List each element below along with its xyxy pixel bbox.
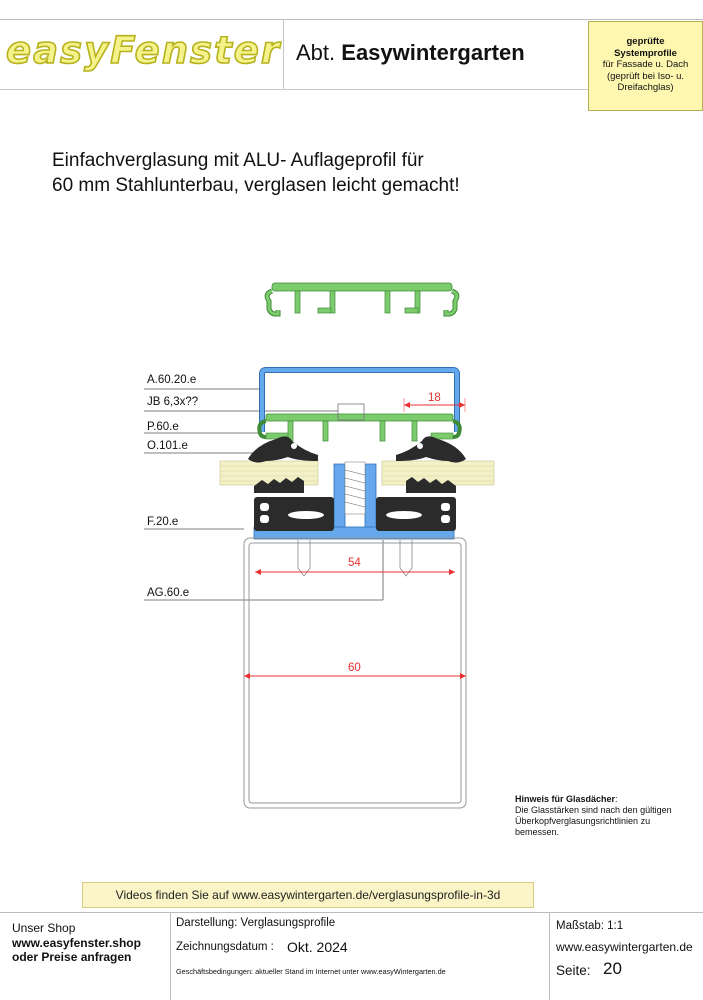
upper-gaskets	[248, 436, 466, 462]
label-o101: O.101.e	[147, 440, 188, 452]
price-request-text: oder Preise anfragen	[12, 950, 132, 964]
headline-line-1: Einfachverglasung mit ALU- Auflageprofil für	[52, 150, 424, 171]
badge-line-4: (geprüft bei Iso- u.	[606, 70, 685, 82]
shop-url-link[interactable]: www.easyfenster.shop	[12, 936, 141, 950]
hint-body: Die Glasstärken sind nach den gültigen Überkopfverglasungsrichtlinien zu bemessen.	[515, 805, 672, 837]
department-prefix: Abt.	[296, 40, 336, 65]
dimension-18: 18	[428, 392, 441, 404]
label-ag60: AG.60.e	[147, 587, 190, 599]
label-jb: JB 6,3x??	[147, 396, 199, 408]
green-profile-assembled	[259, 404, 460, 441]
green-profile-preview	[267, 283, 457, 314]
department-name: Easywintergarten	[341, 40, 525, 65]
headline-line-2: 60 mm Stahlunterbau, verglasen leicht gemacht!	[52, 175, 460, 196]
badge-line-1: geprüfte	[626, 36, 665, 47]
shop-label: Unser Shop	[12, 921, 76, 935]
darstellung-text: Darstellung: Verglasungsprofile	[176, 917, 336, 929]
date-value: Okt. 2024	[287, 939, 348, 955]
dimension-54: 54	[348, 557, 361, 569]
badge-line-3: für Fassade u. Dach	[602, 59, 689, 70]
badge-line-5: Dreifachglas)	[617, 82, 674, 93]
dimension-60: 60	[348, 662, 361, 674]
hint-title: Hinweis für Glasdächer	[515, 794, 616, 804]
video-link-banner[interactable]: Videos finden Sie auf www.easywintergarten.de/verglasungsprofile-in-3d	[82, 882, 534, 908]
scale-text: Maßstab: 1:1	[556, 920, 624, 932]
glass-roof-hint	[515, 794, 695, 838]
hint-colon: :	[615, 794, 618, 804]
page-label: Seite:	[556, 963, 591, 978]
page-number: 20	[603, 959, 622, 978]
date-label: Zeichnungsdatum :	[176, 941, 274, 953]
terms-text: Geschäftsbedingungen: aktueller Stand im Internet unter www.easyWintergarten.de	[176, 967, 446, 976]
label-a60: A.60.20.e	[147, 374, 197, 386]
footer-divider-2	[549, 912, 550, 1000]
website-link[interactable]: www.easywintergarten.de	[556, 940, 693, 954]
label-f20: F.20.e	[147, 516, 179, 528]
footer-divider-1	[170, 912, 171, 1000]
label-p60: P.60.e	[147, 421, 179, 433]
logo-text: easyFenster	[6, 29, 282, 72]
badge-line-2: Systemprofile	[614, 47, 677, 59]
